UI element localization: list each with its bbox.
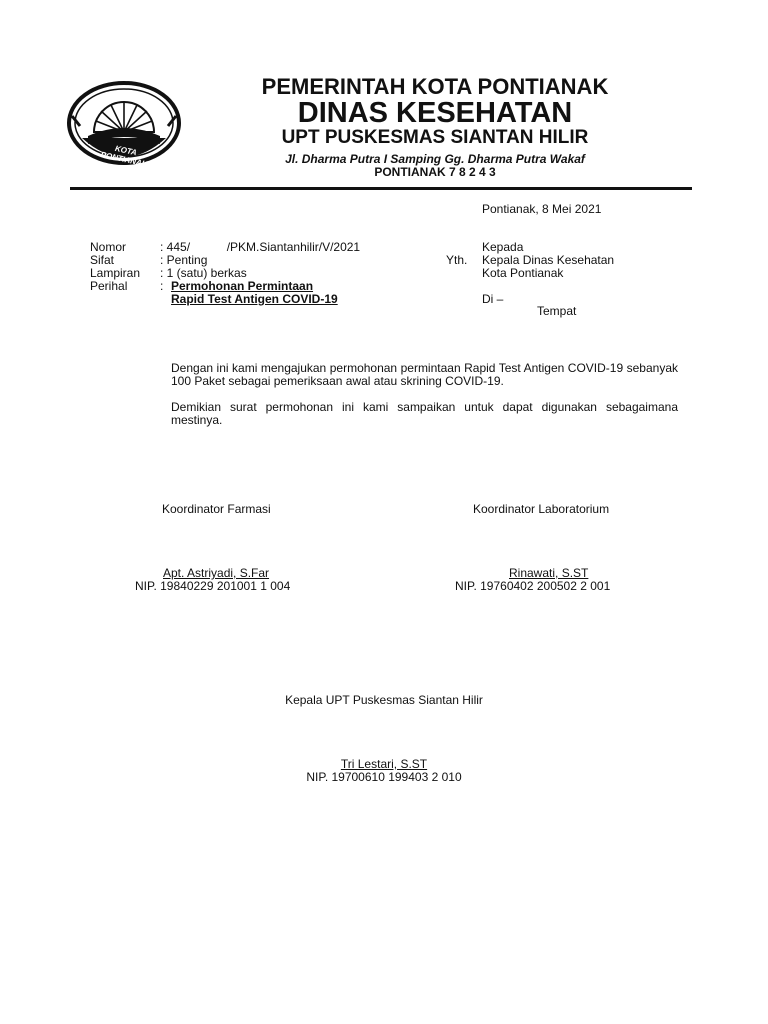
- signature-head-name: Tri Lestari, S.ST: [340, 757, 428, 771]
- recipient-line-1: Kepala Dinas Kesehatan: [482, 253, 615, 267]
- recipient-line-2: Kota Pontianak: [482, 266, 564, 280]
- recipient-yth: Yth.: [446, 253, 468, 267]
- sifat-label: Sifat: [90, 253, 115, 267]
- city-logo: [66, 80, 182, 169]
- perihal-label: Perihal: [90, 279, 128, 293]
- sifat-value: : Penting: [160, 253, 208, 267]
- kop-agency: DINAS KESEHATAN: [297, 97, 573, 129]
- logo-text: KOTA PONTIANAK: [99, 143, 149, 169]
- recipient-tempat: Tempat: [537, 304, 577, 318]
- perihal-line-1: Permohonan Permintaan: [171, 279, 314, 293]
- signature-head-title: Kepala UPT Puskesmas Siantan Hilir: [285, 693, 483, 707]
- kop-address: Jl. Dharma Putra I Samping Gg. Dharma Putra Wakaf: [285, 152, 585, 166]
- lampiran-value: : 1 (satu) berkas: [160, 266, 247, 280]
- body-paragraph-1: Dengan ini kami mengajukan permohonan permintaan Rapid Test Antigen COVID-19 sebanyak 100 Paket sebagai pemeriksaan awal atau skrining COVID-19.: [171, 361, 678, 388]
- kop-city: PONTIANAK 7 8 2 4 3: [374, 165, 496, 179]
- kop-unit: UPT PUSKESMAS SIANTAN HILIR: [281, 127, 589, 148]
- nomor-value: : 445/ /PKM.Siantanhilir/V/2021: [160, 240, 361, 254]
- signature-left-nip: NIP. 19840229 201001 1 004: [135, 579, 291, 593]
- signature-right-title: Koordinator Laboratorium: [473, 502, 610, 516]
- body-paragraph-2: Demikian surat permohonan ini kami sampaikan untuk dapat digunakan sebagaimana mestinya.: [171, 400, 678, 427]
- signature-right-nip: NIP. 19760402 200502 2 001: [455, 579, 611, 593]
- kop-government: PEMERINTAH KOTA PONTIANAK: [261, 74, 609, 99]
- nomor-label: Nomor: [90, 240, 127, 254]
- recipient-di: Di –: [482, 292, 504, 306]
- signature-head-nip: NIP. 19700610 199403 2 010: [306, 770, 462, 784]
- perihal-colon: :: [160, 279, 164, 293]
- lampiran-label: Lampiran: [90, 266, 141, 280]
- recipient-kepada: Kepada: [482, 240, 524, 254]
- kop-divider: [70, 187, 692, 190]
- signature-right-name: Rinawati, S.ST: [509, 566, 589, 580]
- letter-date: Pontianak, 8 Mei 2021: [482, 202, 602, 216]
- signature-left-title: Koordinator Farmasi: [162, 502, 271, 516]
- signature-left-name: Apt. Astriyadi, S.Far: [163, 566, 270, 580]
- perihal-line-2: Rapid Test Antigen COVID-19: [171, 292, 338, 306]
